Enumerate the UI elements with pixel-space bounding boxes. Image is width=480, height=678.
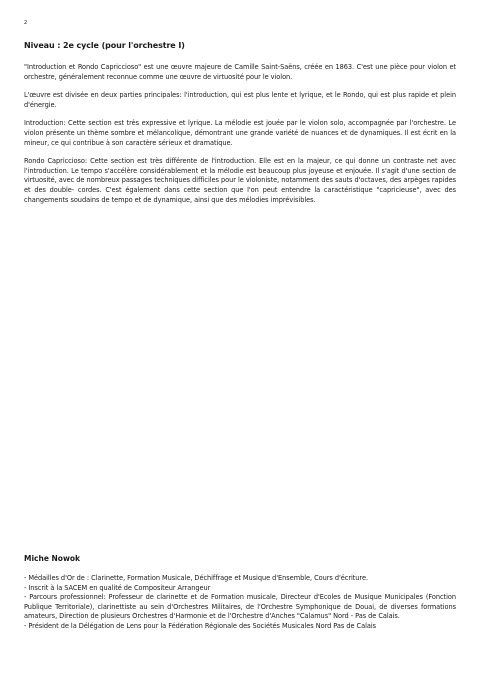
description-body [24,63,456,214]
bio-item: - Parcours professionnel: Professeur de clarinette et de Formation musicale, Directeur d'Ecoles de Musique Municipales (Fonction Publique Territoriale), clarinettiste au sein d'Orchestres Militaires, de l'Orchestre Symphonique de Douai, de diverses formations amateurs, Direction de plusieurs Orchestres d'Harmonie et de l'Orchestre d'Anches "Calamus" Nord - Pas de Calais. [24,593,456,620]
paragraph-structure: L'œuvre est divisée en deux parties principales: l'introduction, qui est plus lente et lyrique, et le Rondo, qui est plus rapide et plein d'énergie. [24,91,456,109]
page-number: 2 [24,20,28,26]
paragraph-intro: "Introduction et Rondo Capriccioso" est une œuvre majeure de Camille Saint-Saëns, créée en 1863. C'est une pièce pour violon et orchestre, généralement reconnue comme une œuvre de virtuosité pour le violon. [24,63,456,81]
bio-item: - Inscrit à la SACEM en qualité de Compositeur Arrangeur [24,583,211,592]
composer-bio-list [24,574,456,631]
paragraph-rondo-section: Rondo Capriccioso: Cette section est très différente de l'introduction. Elle est en la majeur, ce qui donne un contraste net avec l'introduction. Le tempo s'accélère considérablement et la mélodie est beaucoup plus joyeuse et enjouée. Il s'agit d'une section de virtuosité, avec de nombreux passages techniques difficiles pour le violoniste, notamment des sauts d'octaves, des arpèges rapides et des double- cordes. C'est également dans cette section que l'on peut entendre la caractéristique "capricieuse", avec des changements soudains de tempo et de dynamique, ainsi que des mélodies imprévisibles. [24,157,456,204]
paragraph-introduction-section: Introduction: Cette section est très expressive et lyrique. La mélodie est jouée par le violon solo, accompagnée par l'orchestre. Le violon présente un thème sombre et mélancolique, démontrant une grande variété de nuances et de dynamiques. Il est écrit en la mineur, ce qui contribue à son caractère sérieux et dramatique. [24,119,456,147]
composer-name-heading: Miche Nowok [24,554,81,563]
bio-item: - Médailles d'Or de : Clarinette, Formation Musicale, Déchiffrage et Musique d'Ensemble, Cours d'écriture. [24,574,368,582]
bio-item: - Président de la Délégation de Lens pour la Fédération Régionale des Sociétés Musicales Nord Pas de Calais [24,621,377,630]
level-heading: Niveau : 2e cycle (pour l'orchestre I) [24,41,185,50]
